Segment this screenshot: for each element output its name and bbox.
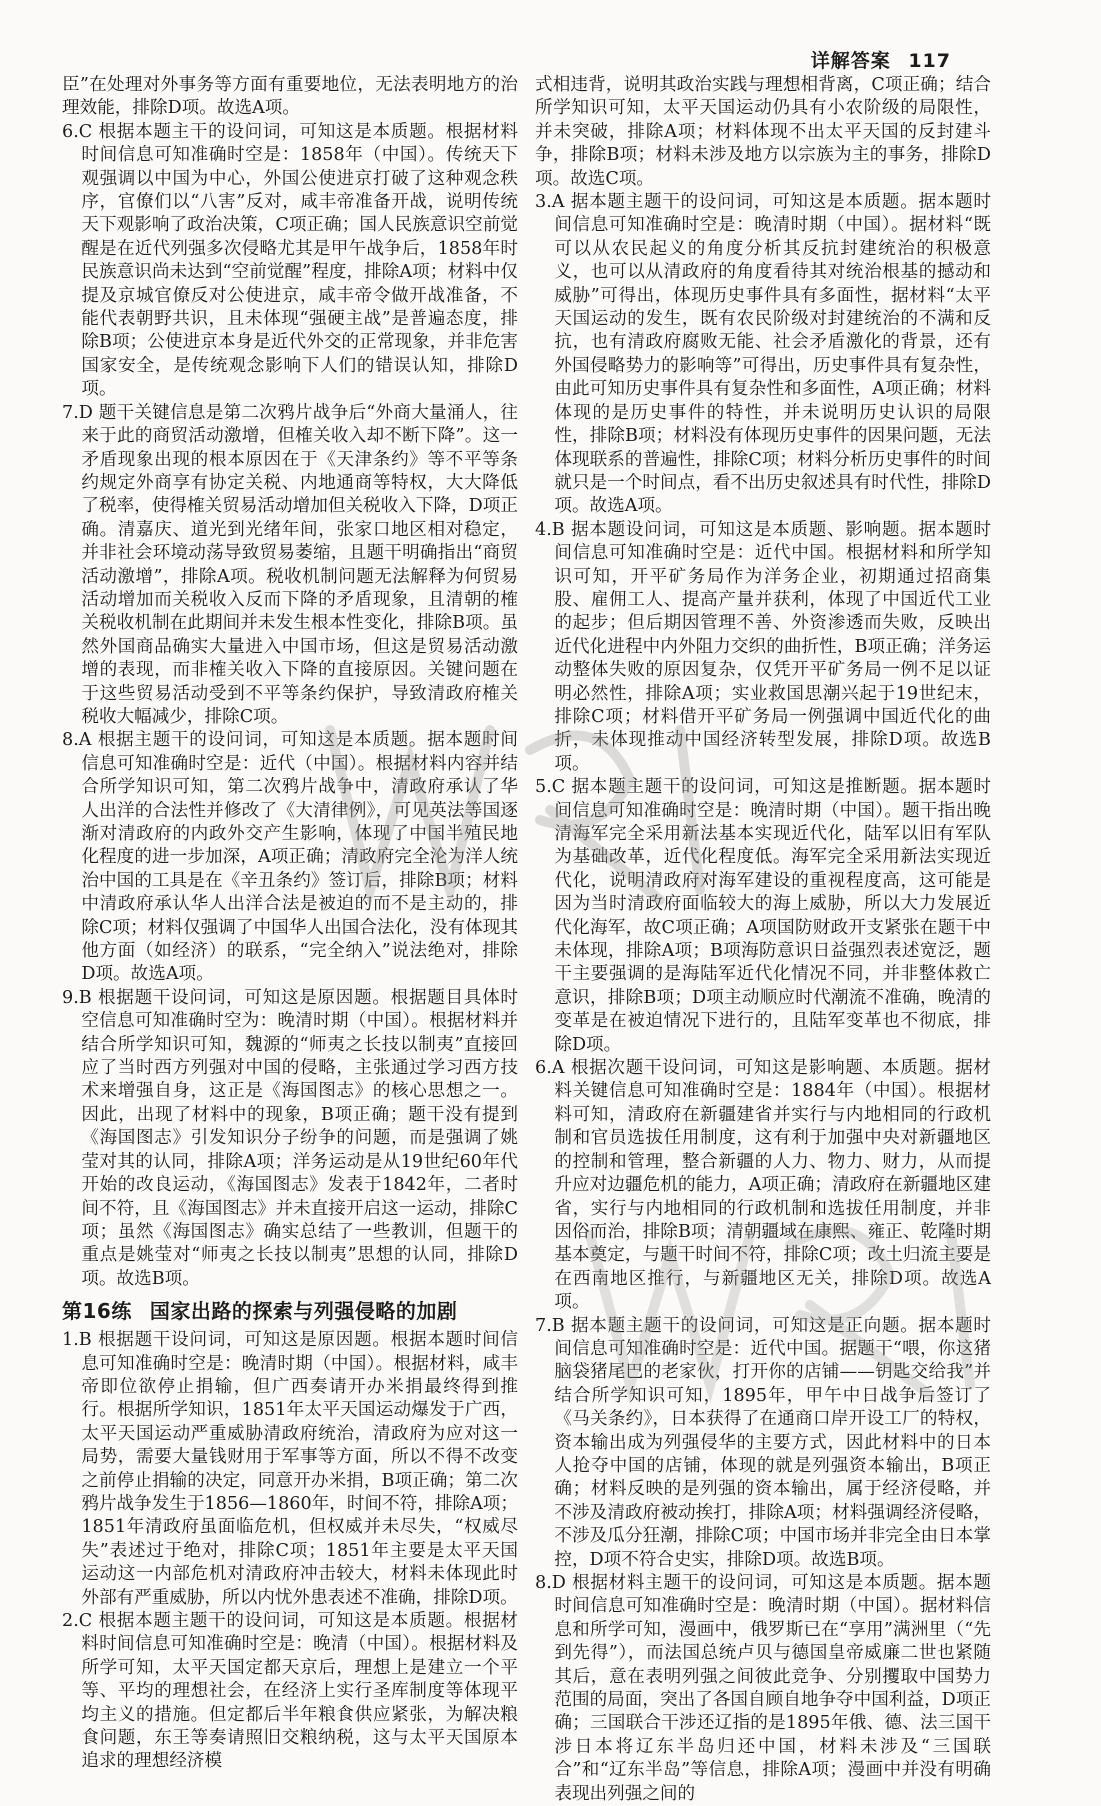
answer-text: 据本题主题干的设问词，可知这是正向题。据本题时间信息可知准确时空是：近代中国。据题干“喂，你这猪脑袋猪尾巴的老家伙，打开你的店铺——钥匙交给我”并结合所学知识可知，1895年，甲午中日战争后签订了《马关条约》，日本获得了在通商口岸开设工厂的特权，资本输出成为列强侵华的主要方式，因此材料中的日本人抢夺中国的店铺，体现的就是列强资本输出，B项正确；材料反映的是列强的资本输出，属于经济侵略，并不涉及清政府被动挨打，排除A项；材料强调经济侵略，不涉及瓜分狂潮，排除C项；中国市场并非完全由日本掌控，D项不符合史实，排除D项。故选B项。: [554, 1315, 991, 1570]
continued-paragraph: 臣”在处理对外事务等方面有重要地位，无法表明地方的治理效能，排除D项。故选A项。: [62, 75, 518, 119]
answer-item: [62, 1610, 518, 1774]
answer-number: 8.A: [62, 730, 92, 751]
answer-text: 据本题主题干的设问词，可知这是推断题。据本题时间信息可知准确时空是：晚清时期（中国）。题干指出晚清海军完全采用新法基本实现近代化，陆军以旧有军队为基础改革，近代化程度低。海军完全采用新法实现近代化，说明清政府对海军建设的重视程度高，这可能是因为当时清政府面临较大的海上威胁，所以大力发展近代化海军，故C项正确；A项国防财政开支紧张在题干中未体现，排除A项；B项海防意识日益强烈表述宽泛，题干主要强调的是海陆军近代化情况不同，并非整体救亡意识，排除B项；D项主动顺应时代潮流不准确，晚清的变革是在被迫情况下进行的，且陆军变革也不彻底，排除D项。: [554, 777, 992, 1055]
answer-item: [62, 987, 518, 1291]
page-number: 117: [908, 50, 951, 72]
section-number: 第16练: [62, 1299, 132, 1324]
answer-number: 7.D: [62, 402, 93, 423]
answer-number: 1.B: [62, 1330, 92, 1351]
continued-paragraph: 式相违背，说明其政治实践与理想相背离，C项正确；结合所学知识可知，太平天国运动仍具有小农阶级的局限性，并未突破，排除A项；材料体现不出太平天国的反封建斗争，排除B项；材料未涉及地方以宗族为主的事务，排除D项。故选C项。: [535, 75, 991, 189]
answer-text: 根据题干设问词，可知这是原因题。根据本题时间信息可知准确时空是：晚清时期（中国）。根据材料，咸丰帝即位欲停止捐输，但广西奏请开办米捐最终得到推行。根据所学知识，1851年太平天国运动爆发于广西，太平天国运动严重威胁清政府统治，清政府为应对这一局势，需要大量钱财用于军事等方面，所以不得不改变之前停止捐输的决定，同意开办米捐，B项正确；第二次鸦片战争发生于1856—1860年，时间不符，排除A项；1851年清政府虽面临危机，但权威并未尽失，“权威尽失”表述过于绝对，排除C项；1851年主要是太平天国运动这一内部危机对清政府冲击较大，材料未体现此时外部有严重威胁，所以内忧外患表述不准确，排除D项。: [81, 1330, 518, 1608]
answer-text: 根据题干设问词，可知这是原因题。根据题目具体时空信息可知准确时空为：晚清时期（中国）。根据材料并结合所学知识可知，魏源的“师夷之长技以制夷”直接回应了当时西方列强对中国的侵略，主张通过学习西方技术来增强自身，这正是《海国图志》的核心思想之一。因此，出现了材料中的现象，B项正确；题干没有提到《海国图志》引发知识分子纷争的问题，而是强调了姚莹对其的认同，排除A项；洋务运动是从19世纪60年代开始的改良运动，《海国图志》发表于1842年，二者时间不符，且《海国图志》并未直接开启这一运动，排除C项；虽然《海国图志》确实总结了一些教训，但题干的重点是姚莹对“师夷之长技以制夷”思想的认同，排除D项。故选B项。: [81, 987, 518, 1289]
answer-number: 7.B: [535, 1315, 565, 1336]
answer-item: [535, 776, 991, 1057]
answer-text: 根据次题干设问词，可知这是影响题、本质题。据材料关键信息可知准确时空是：1884年（中国）。根据材料可知，清政府在新疆建省并实行与内地相同的行政机制和官员选拔任用制度，这有利于加强中央对新疆地区的控制和管理，整合新疆的人力、物力、财力，从而提升应对边疆危机的能力，A项正确；清政府在新疆地区建省，实行与内地相同的行政机制和选拔任用制度，并非因俗而治，排除B项；清朝疆域在康熙、雍正、乾隆时期基本奠定，与题干时间不符，排除C项；改土归流主要是在西南地区推行，与新疆地区无关，排除D项。故选A项。: [554, 1058, 991, 1313]
answer-text: 根据主题干的设问词，可知这是本质题。据本题时间信息可知准确时空是：近代（中国）。根据材料内容并结合所学知识可知，第二次鸦片战争中，清政府承认了华人出洋的合法性并修改了《大清律例》，可见英法等国逐渐对清政府的内政外交产生影响，体现了中国半殖民地化程度的进一步加深，A项正确；清政府完全沦为洋人统治中国的工具是在《辛丑条约》签订后，排除B项；材料中清政府承认华人出洋合法是被迫的而不是主动的，排除C项；材料仅强调了中国华人出国合法化，没有体现其他方面（如经济）的联系，“完全纳入”说法绝对，排除D项。故选A项。: [81, 730, 518, 985]
answer-number: 6.A: [535, 1058, 565, 1079]
answer-number: 6.C: [62, 121, 93, 142]
section-heading: [62, 1297, 518, 1325]
section-title: 国家出路的探索与列强侵略的加剧: [149, 1299, 458, 1324]
answer-item: [535, 519, 991, 776]
right-column: [535, 74, 992, 1804]
answer-text: 据本题主题干的设问词，可知这是本质题。据本题时间信息可知准确时空是：晚清时期（中国）。据材料“既可以从农民起义的角度分析其反抗封建统治的积极意义，也可以从清政府的角度看待其对统治根基的撼动和威胁”可得出，体现历史事件具有多面性，据材料“太平天国运动的发生，既有农民阶级对封建统治的不满和反抗，也有清政府腐败无能、社会矛盾激化的背景，还有外国侵略势力的影响等”可得出，历史事件具有复杂性，由此可知历史事件具有复杂性和多面性，A项正确；材料体现的是历史事件的特性，并未说明历史认识的局限性，排除B项；材料没有体现历史事件的因果问题，无法体现联系的普遍性，排除C项；材料分析历史事件的时间就只是一个时间点，看不出历史叙述具有时代性，排除D项。故选A项。: [554, 192, 991, 517]
header-title: 详解答案: [810, 50, 891, 72]
answer-text: 根据本题主干的设问词，可知这是本质题。根据材料时间信息可知准确时空是：1858年（中国）。传统天下观强调以中国为中心，外国公使进京打破了这种观念秩序，官僚们以“八害”反对，咸丰帝准备开战，说明传统天下观影响了政治决策，C项正确；国人民族意识空前觉醒是在近代列强多次侵略尤其是甲午战争后，1858年时民族意识尚未达到“空前觉醒”程度，排除A项；材料中仅提及京城官僚反对公使进京，咸丰帝令做开战准备，不能代表朝野共识，且未体现“强硬主战”是普遍态度，排除B项；公使进京本身是近代外交的正常现象，并非危害国家安全，是传统观念影响下人们的错误认知，排除D项。: [81, 121, 519, 400]
answer-number: 2.C: [62, 1611, 93, 1631]
page-header: [811, 46, 951, 73]
answer-number: 4.B: [535, 519, 565, 540]
answer-text: 根据本题主题干的设问词，可知这是本质题。根据材料时间信息可知准确时空是：晚清（中国）。根据材料及所学可知，太平天国定都天京后，理想上是建立一个平等、平均的理想社会，在经济上实行圣库制度等体现平均主义的措施。但定都后半年粮食供应紧张，为解决粮食问题，东王等奏请照旧交粮纳税，这与太平天国原本追求的理想经济模: [81, 1611, 519, 1772]
answer-number: 5.C: [535, 777, 566, 798]
answer-item: [535, 1572, 991, 1806]
answer-item: [62, 1329, 518, 1610]
answer-number: 3.A: [535, 192, 565, 213]
answer-item: [535, 1057, 991, 1314]
answer-text: 根据材料主题干的设问词，可知这是本质题。据本题时间信息可知准确时空是：晚清时期（中国）。据材料信息和所学可知，漫画中，俄罗斯已在“享用”满洲里（“先到先得”），而法国总统卢贝与德国皇帝威廉二世也紧随其后，意在表明列强之间彼此竞争、分别攫取中国势力范围的局面，突出了各国自顾自地争夺中国利益，D项正确；三国联合干涉还辽指的是1895年俄、德、法三国干涉日本将辽东半岛归还中国，材料未涉及“三国联合”和“辽东半岛”等信息，排除A项；漫画中并没有明确表现出列强之间的: [554, 1573, 991, 1804]
answer-number: 8.D: [535, 1573, 566, 1593]
answer-number: 9.B: [62, 987, 92, 1008]
answer-text: 题干关键信息是第二次鸦片战争后“外商大量涌人，往来于此的商贸活动激增，但榷关收入却不断下降”。这一矛盾现象出现的根本原因在于《天津条约》等不平等条约规定外商享有协定关税、内地通商等特权，大大降低了税率，使得榷关贸易活动增加但关税收入下降，D项正确。清嘉庆、道光到光绪年间，张家口地区相对稳定，并非社会环境动荡导致贸易萎缩，且题干明确指出“商贸活动激增”，排除A项。税收机制问题无法解释为何贸易活动增加而关税收入反而下降的矛盾现象，且清朝的榷关税收机制在此期间并未发生根本性变化，排除B项。虽然外国商品确实大量进入中国市场，但这是贸易活动激增的表现，而非榷关收入下降的直接原因。关键问题在于这些贸易活动受到不平等条约保护，导致清政府榷关税收大幅减少，排除C项。: [81, 402, 519, 727]
answer-item: [535, 191, 991, 519]
answer-item: [535, 1315, 991, 1572]
answer-item: [62, 402, 518, 730]
left-column: [62, 74, 519, 1772]
answer-text: 据本题设问词，可知这是本质题、影响题。据本题时间信息可知准确时空是：近代中国。根据材料和所学知识可知，开平矿务局作为洋务企业，初期通过招商集股、雇佣工人、提高产量并获利，体现了中国近代工业的起步；但后期因管理不善、外资渗透而失败，反映出近代化进程中内外阻力交织的曲折性，B项正确；洋务运动整体失败的原因复杂，仅凭开平矿务局一例不足以证明必然性，排除A项；实业救国思潮兴起于19世纪末，排除C项；材料借开平矿务局一例强调中国近代化的曲折，未体现推动中国经济转型发展，排除D项。故选B项。: [554, 519, 991, 774]
answer-item: [62, 729, 518, 986]
answer-item: [62, 121, 518, 402]
